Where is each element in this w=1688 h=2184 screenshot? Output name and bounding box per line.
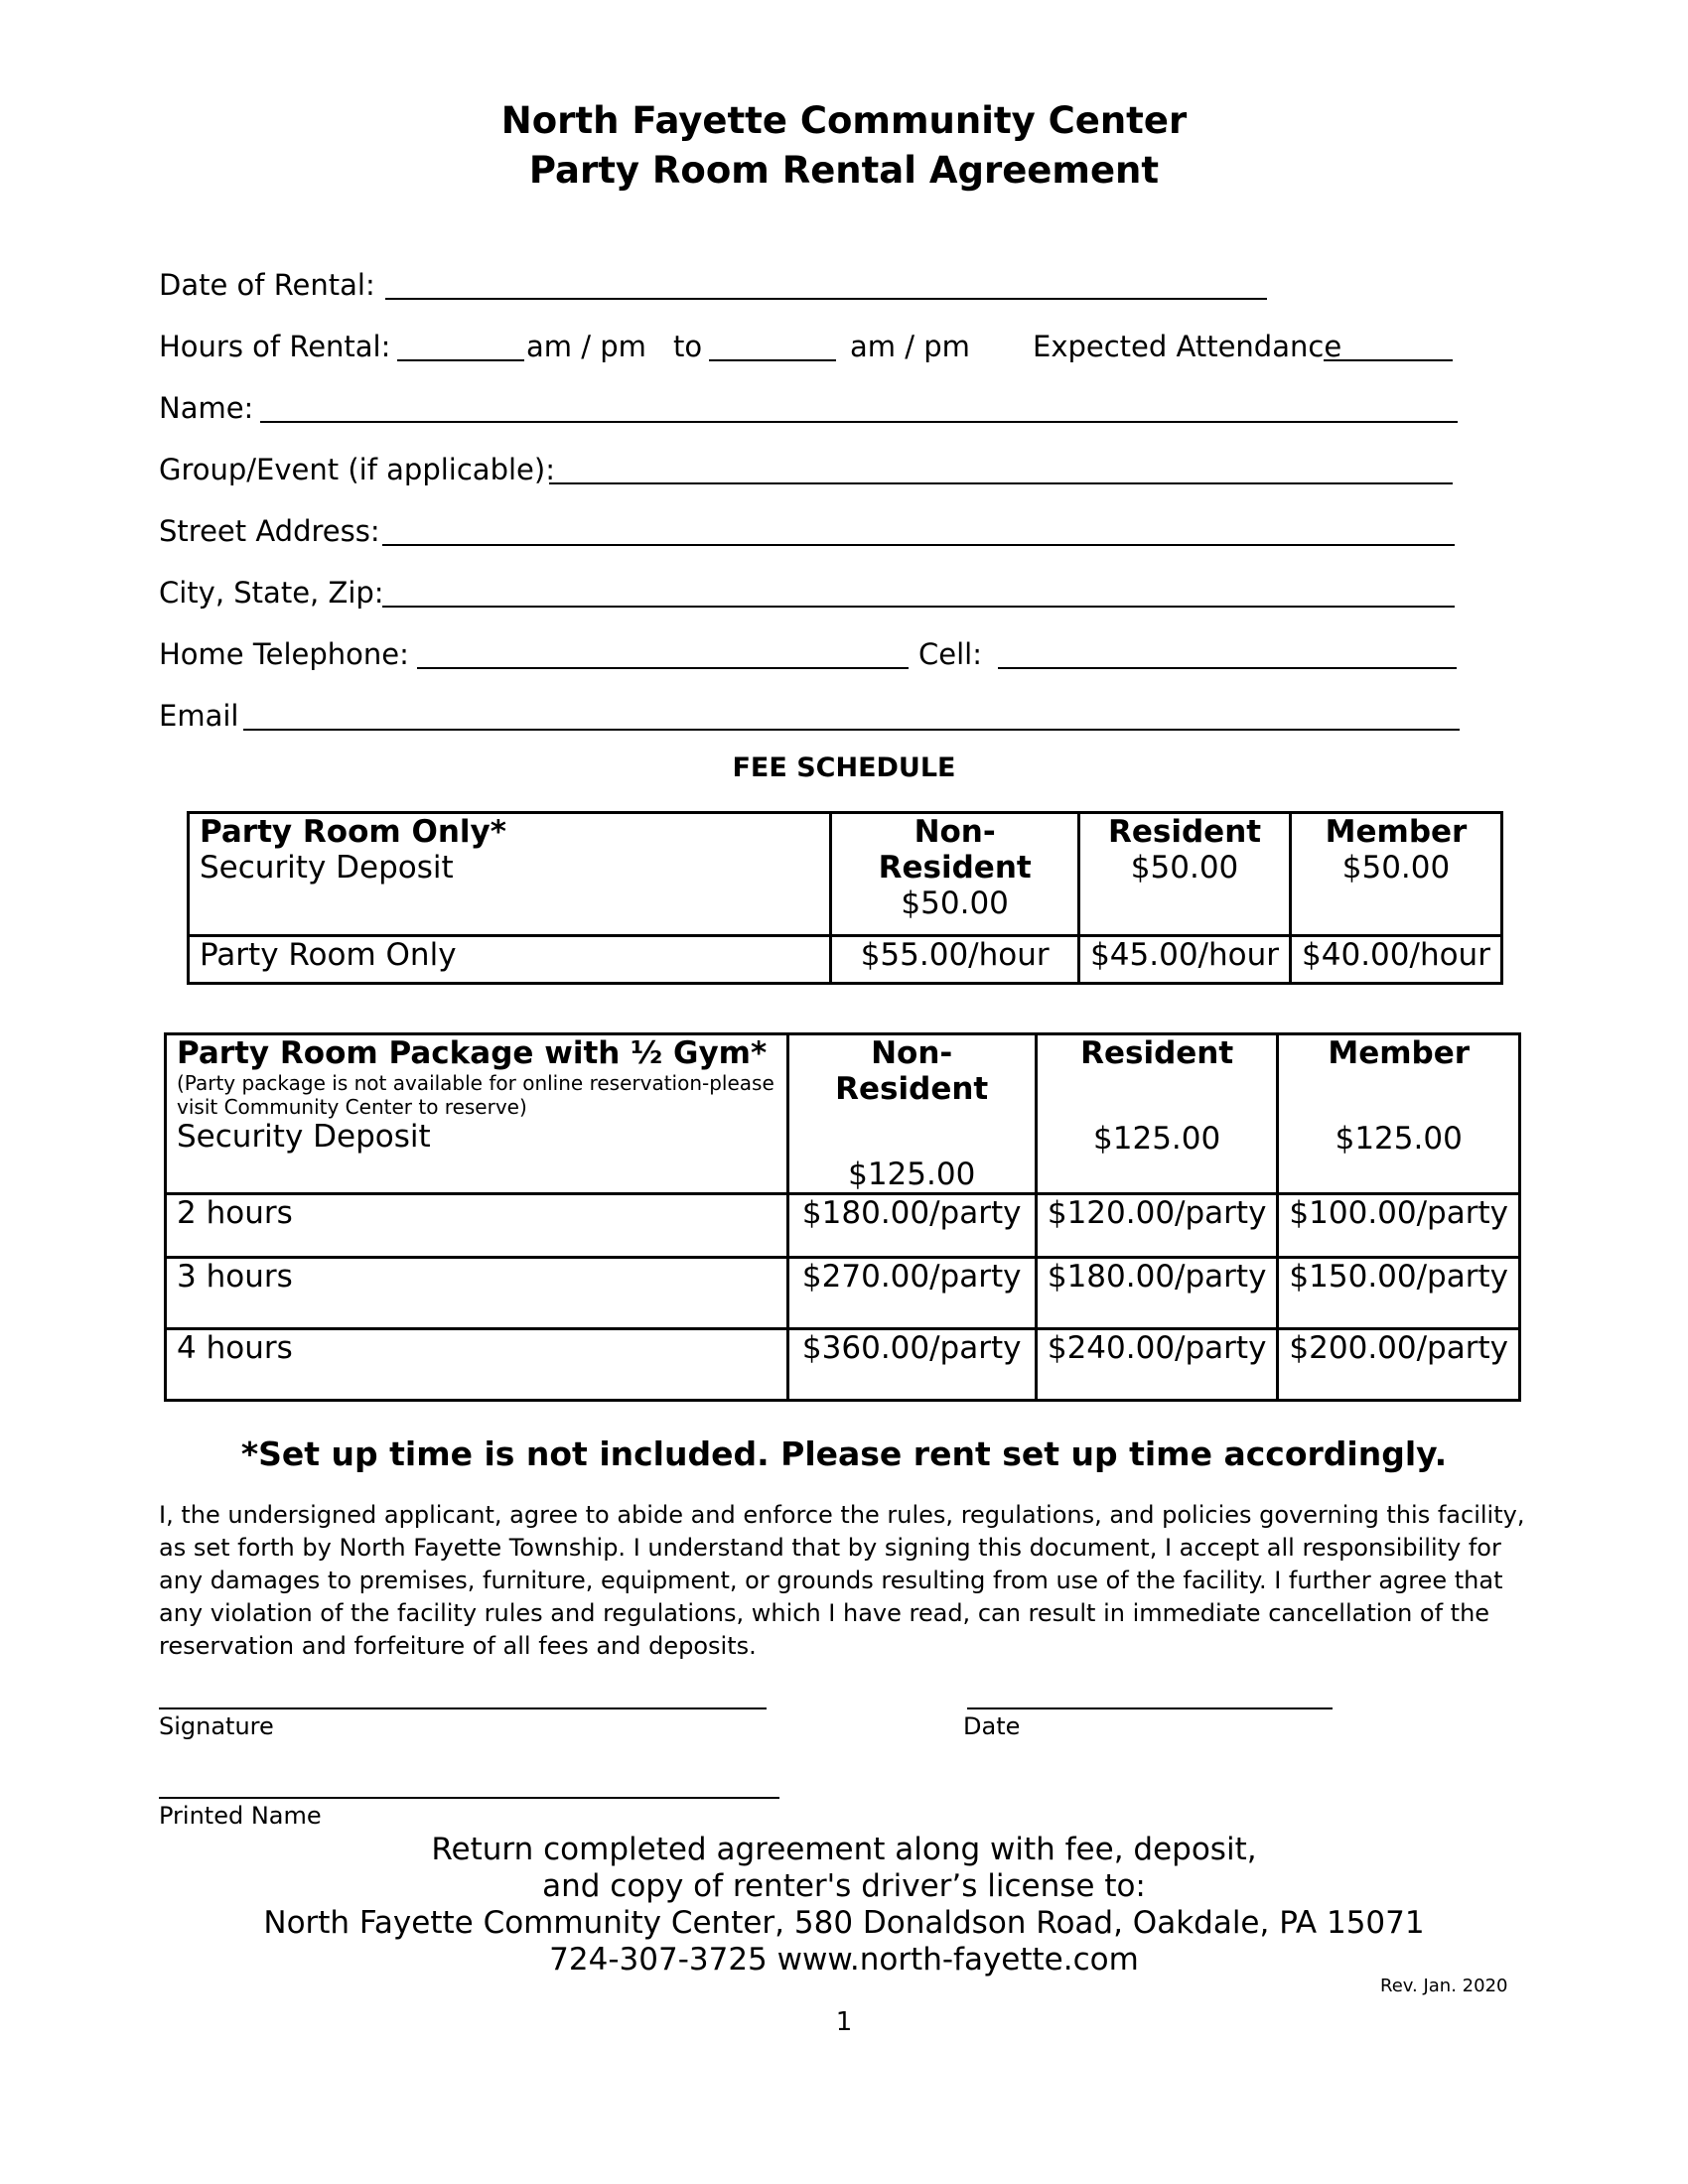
table-cell: $150.00/party (1278, 1258, 1520, 1329)
member-header: Member (1325, 814, 1468, 850)
deposit-value: $50.00 (1130, 850, 1239, 886)
name-label: Name: (159, 391, 254, 425)
table-cell: $40.00/hour (1291, 936, 1502, 984)
hours-of-rental-label: Hours of Rental: (159, 330, 391, 363)
return-address: North Fayette Community Center, 580 Donaldson Road, Oakdale, PA 15071 (263, 1905, 1425, 1941)
table-cell (1278, 1034, 1520, 1194)
city-state-zip-label: City, State, Zip: (159, 576, 384, 610)
page-number: 1 (835, 2007, 853, 2037)
member-header: Member (1328, 1035, 1471, 1071)
street-address-label: Street Address: (159, 514, 380, 548)
date-of-rental-label: Date of Rental: (159, 268, 375, 302)
page-subtitle: Party Room Rental Agreement (528, 149, 1160, 192)
start-time-field[interactable] (397, 359, 524, 361)
return-instructions-line1: Return completed agreement along with fee, deposit, (431, 1832, 1257, 1867)
signature-date-label: Date (963, 1712, 1021, 1740)
table-header-title: Party Room Only* (200, 814, 506, 850)
setup-time-notice: *Set up time is not included. Please rent set up time accordingly. (240, 1434, 1448, 1473)
resident-header: Resident (1080, 1035, 1234, 1071)
cell-field[interactable] (998, 667, 1457, 669)
table-cell: $180.00/party (1036, 1258, 1278, 1329)
deposit-value: $50.00 (901, 886, 1009, 921)
email-label: Email (159, 699, 239, 733)
non-resident-header: Non-Resident (878, 814, 1032, 886)
table-cell (1291, 813, 1502, 936)
home-telephone-label: Home Telephone: (159, 637, 409, 671)
table-cell (831, 813, 1079, 936)
table-cell: 4 hours (166, 1329, 788, 1401)
table-row (166, 1194, 1520, 1258)
deposit-value: $125.00 (1093, 1121, 1221, 1157)
table-row (166, 1258, 1520, 1329)
contact-info: 724-307-3725 www.north-fayette.com (549, 1942, 1139, 1978)
deposit-value: $125.00 (1335, 1121, 1463, 1157)
table-cell: $270.00/party (787, 1258, 1036, 1329)
table-row (189, 813, 1502, 936)
revision-date: Rev. Jan. 2020 (1380, 1976, 1508, 1996)
deposit-value: $125.00 (848, 1157, 976, 1192)
non-resident-header: Non-Resident (835, 1035, 989, 1107)
party-package-fee-table (164, 1032, 1521, 1402)
date-of-rental-field[interactable] (385, 298, 1267, 300)
table-cell: $120.00/party (1036, 1194, 1278, 1258)
table-cell: 2 hours (166, 1194, 788, 1258)
agreement-paragraph: I, the undersigned applicant, agree to abide and enforce the rules, regulations, and policies governing this facility, as set forth by North Fayette Township. I understand that by signing this document, I accept all responsibility for any damages to premises, furniture, equipment, or grounds resulting from use of the facility. I further agree that any violation of the facility rules and regulations, which I have read, can result in immediate cancellation of the reservation and forfeiture of all fees and deposits. (159, 1501, 1525, 1660)
table-cell (1036, 1034, 1278, 1194)
table-cell: $45.00/hour (1079, 936, 1291, 984)
signature-label: Signature (159, 1712, 274, 1740)
table-cell: 3 hours (166, 1258, 788, 1329)
resident-header: Resident (1108, 814, 1262, 850)
page-title: North Fayette Community Center (500, 99, 1188, 142)
return-instructions-line2: and copy of renter's driver’s license to: (542, 1868, 1146, 1904)
city-state-zip-field[interactable] (382, 606, 1455, 608)
start-ampm-label: am / pm (526, 330, 646, 363)
table-row (166, 1329, 1520, 1401)
expected-attendance-field[interactable] (1324, 359, 1453, 361)
street-address-field[interactable] (382, 544, 1455, 546)
signature-date-field[interactable] (967, 1707, 1333, 1709)
fee-schedule-heading: FEE SCHEDULE (732, 752, 956, 783)
security-deposit-label: Security Deposit (177, 1119, 431, 1155)
group-event-label: Group/Event (if applicable): (159, 453, 555, 486)
end-ampm-label: am / pm (850, 330, 970, 363)
table-cell: $200.00/party (1278, 1329, 1520, 1401)
table-header-title: Party Room Package with ½ Gym* (177, 1035, 768, 1071)
table-row (166, 1034, 1520, 1194)
table-cell: Party Room Only (189, 936, 831, 984)
end-time-field[interactable] (709, 359, 836, 361)
signature-field[interactable] (159, 1707, 767, 1709)
security-deposit-label: Security Deposit (200, 850, 454, 886)
table-cell: $360.00/party (787, 1329, 1036, 1401)
table-row (189, 936, 1502, 984)
package-note: (Party package is not available for online reservation-please visit Community Center to reserve) (177, 1071, 774, 1119)
party-room-fee-table (187, 811, 1503, 985)
table-cell (189, 813, 831, 936)
table-cell: $55.00/hour (831, 936, 1079, 984)
name-field[interactable] (260, 421, 1458, 423)
to-label: to (673, 330, 703, 363)
expected-attendance-label: Expected Attendance (1033, 330, 1342, 363)
printed-name-label: Printed Name (159, 1802, 322, 1830)
group-event-field[interactable] (549, 482, 1453, 484)
table-cell: $180.00/party (787, 1194, 1036, 1258)
table-cell (166, 1034, 788, 1194)
table-cell: $100.00/party (1278, 1194, 1520, 1258)
table-cell (787, 1034, 1036, 1194)
deposit-value: $50.00 (1341, 850, 1451, 886)
email-field[interactable] (243, 729, 1460, 731)
table-cell (1079, 813, 1291, 936)
home-telephone-field[interactable] (417, 667, 909, 669)
table-cell: $240.00/party (1036, 1329, 1278, 1401)
printed-name-field[interactable] (159, 1797, 779, 1799)
cell-label: Cell: (918, 637, 982, 671)
